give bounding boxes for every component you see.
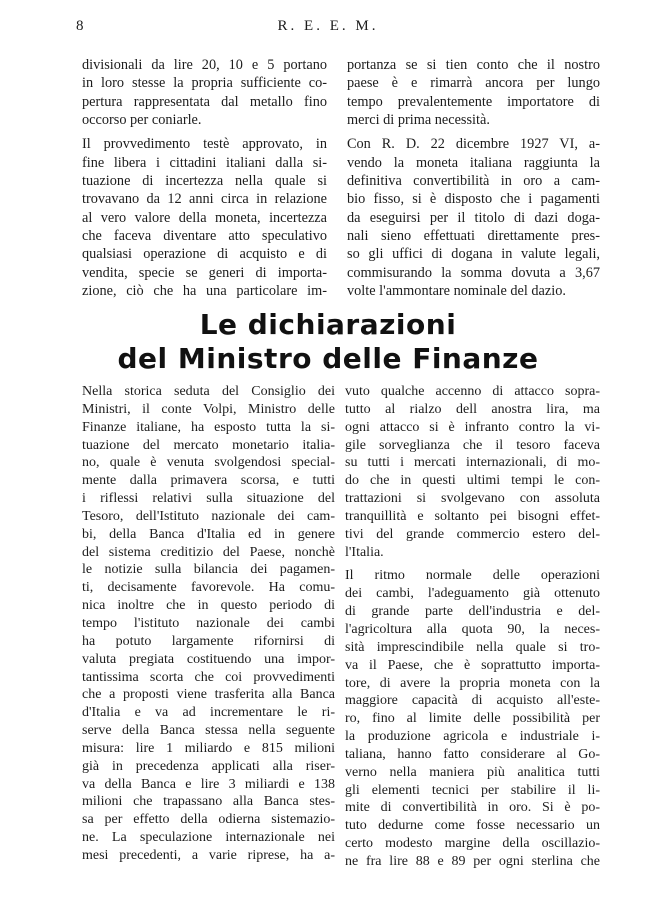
paragraph bbox=[345, 567, 600, 870]
text-line: tuazione del mercato monetario italia- bbox=[82, 437, 335, 453]
text-line: va il Paese, che è soprattutto importa- bbox=[345, 657, 600, 673]
running-title: R. E. E. M. bbox=[277, 18, 379, 34]
text-line: ne. La speculazione internazionale nei bbox=[82, 830, 335, 846]
text-line: bio fisso, si è disposto che i pagamenti bbox=[347, 191, 600, 208]
text-line: Con R. D. 22 dicembre 1927 VI, a- bbox=[347, 136, 600, 153]
text-line: ro, fino al limite delle possibilità per bbox=[345, 711, 600, 727]
text-line: le notizie sulla bilancia dei pagamen- bbox=[82, 562, 335, 578]
text-line: taliana, hanno fatto considerare al Go- bbox=[345, 746, 600, 762]
text-line: pertura rappresentata dal metallo fino bbox=[82, 93, 327, 110]
text-line: volte l'ammontare nominale del dazio. bbox=[347, 283, 566, 300]
text-line: vuto qualche accenno di attacco sopra- bbox=[345, 384, 600, 399]
headline-line: Le dichiarazioni bbox=[199, 308, 457, 341]
text-line: Ministri, il conte Volpi, Ministro delle bbox=[82, 401, 335, 417]
text-line: tempo l'istituto nazionale dei cambi bbox=[82, 615, 335, 631]
text-line: paese è e rimarrà ancora per lungo bbox=[347, 75, 600, 92]
text-line: mite di convertibilità in oro. Si è po- bbox=[345, 800, 600, 816]
text-line: in loro stesse la propria sufficiente co- bbox=[82, 75, 327, 92]
paragraph bbox=[82, 383, 335, 865]
headline-line: del Ministro delle Finanze bbox=[117, 342, 539, 375]
text-line: valuta pregiata costituendo una impor- bbox=[82, 651, 335, 667]
text-line: Nella storica seduta del Consiglio dei bbox=[82, 384, 335, 399]
text-line: Tesoro, dell'Istituto nazionale dei cam- bbox=[82, 508, 335, 524]
text-line: merci di prima necessità. bbox=[347, 112, 490, 129]
text-line: del sistema creditizio del Paese, nonchè bbox=[82, 544, 335, 560]
text-line: tivi del grande commercio estero del- bbox=[345, 526, 600, 542]
text-line: che faceva diventare atto speculativo bbox=[82, 228, 327, 245]
text-line: trattazioni si svolgevano con assoluta bbox=[345, 491, 600, 507]
text-line: commisurando la somma dovuta a 3,67 bbox=[347, 264, 600, 281]
text-line: nali sieno effettuati direttamente pres- bbox=[347, 228, 600, 245]
article-headline bbox=[0, 308, 656, 376]
text-line: al vero valore della moneta, incertezza bbox=[82, 209, 327, 226]
text-line: d'Italia e va ad incrementare le ri- bbox=[82, 705, 335, 721]
text-line: Il ritmo normale delle operazioni bbox=[345, 568, 600, 584]
text-line: trovavano da 12 anni circa in relazione bbox=[82, 191, 327, 208]
text-line: vendo la moneta italiana raggiunta la bbox=[347, 154, 600, 171]
text-line: so gli uffici di dogana in valute legali, bbox=[347, 246, 600, 263]
text-line: già in precedenza applicati alla riser- bbox=[82, 758, 335, 774]
text-line: verno nella maniera più analitica tutti bbox=[345, 764, 600, 780]
text-line: sa per effetto della odierna sistemazio- bbox=[82, 812, 335, 828]
text-line: mesi precedenti, a varie riprese, ha a- bbox=[82, 847, 335, 863]
text-line: gile sorveglianza che il tesoro faceva bbox=[345, 437, 600, 453]
text-line: tantissima scorta che coi provvedimenti bbox=[82, 669, 335, 685]
paragraph bbox=[82, 135, 327, 300]
text-line: tuto dedurne come fosse necessario un bbox=[345, 818, 600, 834]
text-line: Il provvedimento testè approvato, in bbox=[82, 136, 327, 153]
text-line: tutto al rialzo dell anostra lira, ma bbox=[345, 401, 600, 417]
paragraph bbox=[82, 56, 327, 129]
text-line: zione, ciò che ha una particolare im- bbox=[82, 283, 327, 300]
text-line: di grande parte dell'industria e del- bbox=[345, 604, 600, 620]
text-line: dei cambi, l'adeguamento già ottenuto bbox=[345, 586, 600, 602]
text-line: definitiva convertibilità in oro a cam- bbox=[347, 173, 600, 190]
text-line: ha potuto largamente rifornirsi di bbox=[82, 633, 335, 649]
text-line: Finanze italiane, ha esposto tutta la si- bbox=[82, 419, 335, 435]
text-line: occorso per coniarle. bbox=[82, 112, 202, 129]
text-line: misura: lire 1 miliardo e 815 milioni bbox=[82, 740, 335, 756]
text-line: qualsiasi operazione di acquisto e di bbox=[82, 246, 327, 263]
text-line: gli elementi tecnici per stabilire il li- bbox=[345, 782, 600, 798]
text-line: fine libera i cittadini italiani dalla si- bbox=[82, 154, 327, 171]
page-number: 8 bbox=[76, 18, 84, 34]
text-line: divisionali da lire 20, 10 e 5 portano bbox=[82, 57, 327, 73]
text-line: milioni che trapassano alla Banca stes- bbox=[82, 794, 335, 810]
bottom-left-column bbox=[82, 383, 335, 865]
text-line: tuazione di incertezza nella quale si bbox=[82, 173, 327, 190]
text-line: ogni attacco si è infranto contro la vi- bbox=[345, 419, 600, 435]
text-line: tranquillità e soltanto pei bisogni effet- bbox=[345, 508, 600, 524]
running-header bbox=[0, 18, 656, 40]
text-line: tempo prevalentemente importatore di bbox=[347, 93, 600, 110]
text-line: da eseguirsi per il titolo di dazi doga- bbox=[347, 209, 600, 226]
text-line: portanza se si tien conto che il nostro bbox=[347, 57, 600, 73]
text-line: serve della Banca stessa nella seguente bbox=[82, 723, 335, 739]
text-line: certo modesto margine della oscillazio- bbox=[345, 836, 600, 852]
text-line: su tutti i mercati internazionali, di mo- bbox=[345, 455, 600, 471]
top-right-column bbox=[347, 56, 600, 300]
text-line: l'Italia. bbox=[345, 544, 384, 560]
paragraph bbox=[347, 135, 600, 300]
text-line: l'agricoltura alla quota 90, la neces- bbox=[345, 621, 600, 637]
top-left-column bbox=[82, 56, 327, 300]
text-line: ti, decisamente favorevole. Ha comu- bbox=[82, 580, 335, 596]
text-line: la produzione agricola e industriale i- bbox=[345, 729, 600, 745]
text-line: bi, della Banca d'Italia ed in genere bbox=[82, 526, 335, 542]
text-line: va della Banca e lire 3 miliardi e 138 bbox=[82, 776, 335, 792]
text-line: ne fra lire 88 e 89 per ogni sterlina che bbox=[345, 853, 600, 869]
text-line: che a proposti viene trasferita alla Banca bbox=[82, 687, 335, 703]
paragraph bbox=[345, 383, 600, 561]
text-line: i riflessi relativi sulla situazione del bbox=[82, 491, 335, 507]
text-line: do che in questi ultimi tempi le con- bbox=[345, 473, 600, 489]
text-line: sità imprescindibile nella quale si tro- bbox=[345, 639, 600, 655]
text-line: nica inoltre che in questo periodo di bbox=[82, 598, 335, 614]
text-line: vendita, specie se generi di importa- bbox=[82, 264, 327, 281]
text-line: tore, di avere la propria moneta con la bbox=[345, 675, 600, 691]
paragraph bbox=[347, 56, 600, 129]
text-line: mente dalla primavera scorsa, e tutti bbox=[82, 473, 335, 489]
text-line: maggiore capacità di acquisto all'este- bbox=[345, 693, 600, 709]
text-line: no, quale è venuta svolgendosi special- bbox=[82, 455, 335, 471]
bottom-right-column bbox=[345, 383, 600, 871]
